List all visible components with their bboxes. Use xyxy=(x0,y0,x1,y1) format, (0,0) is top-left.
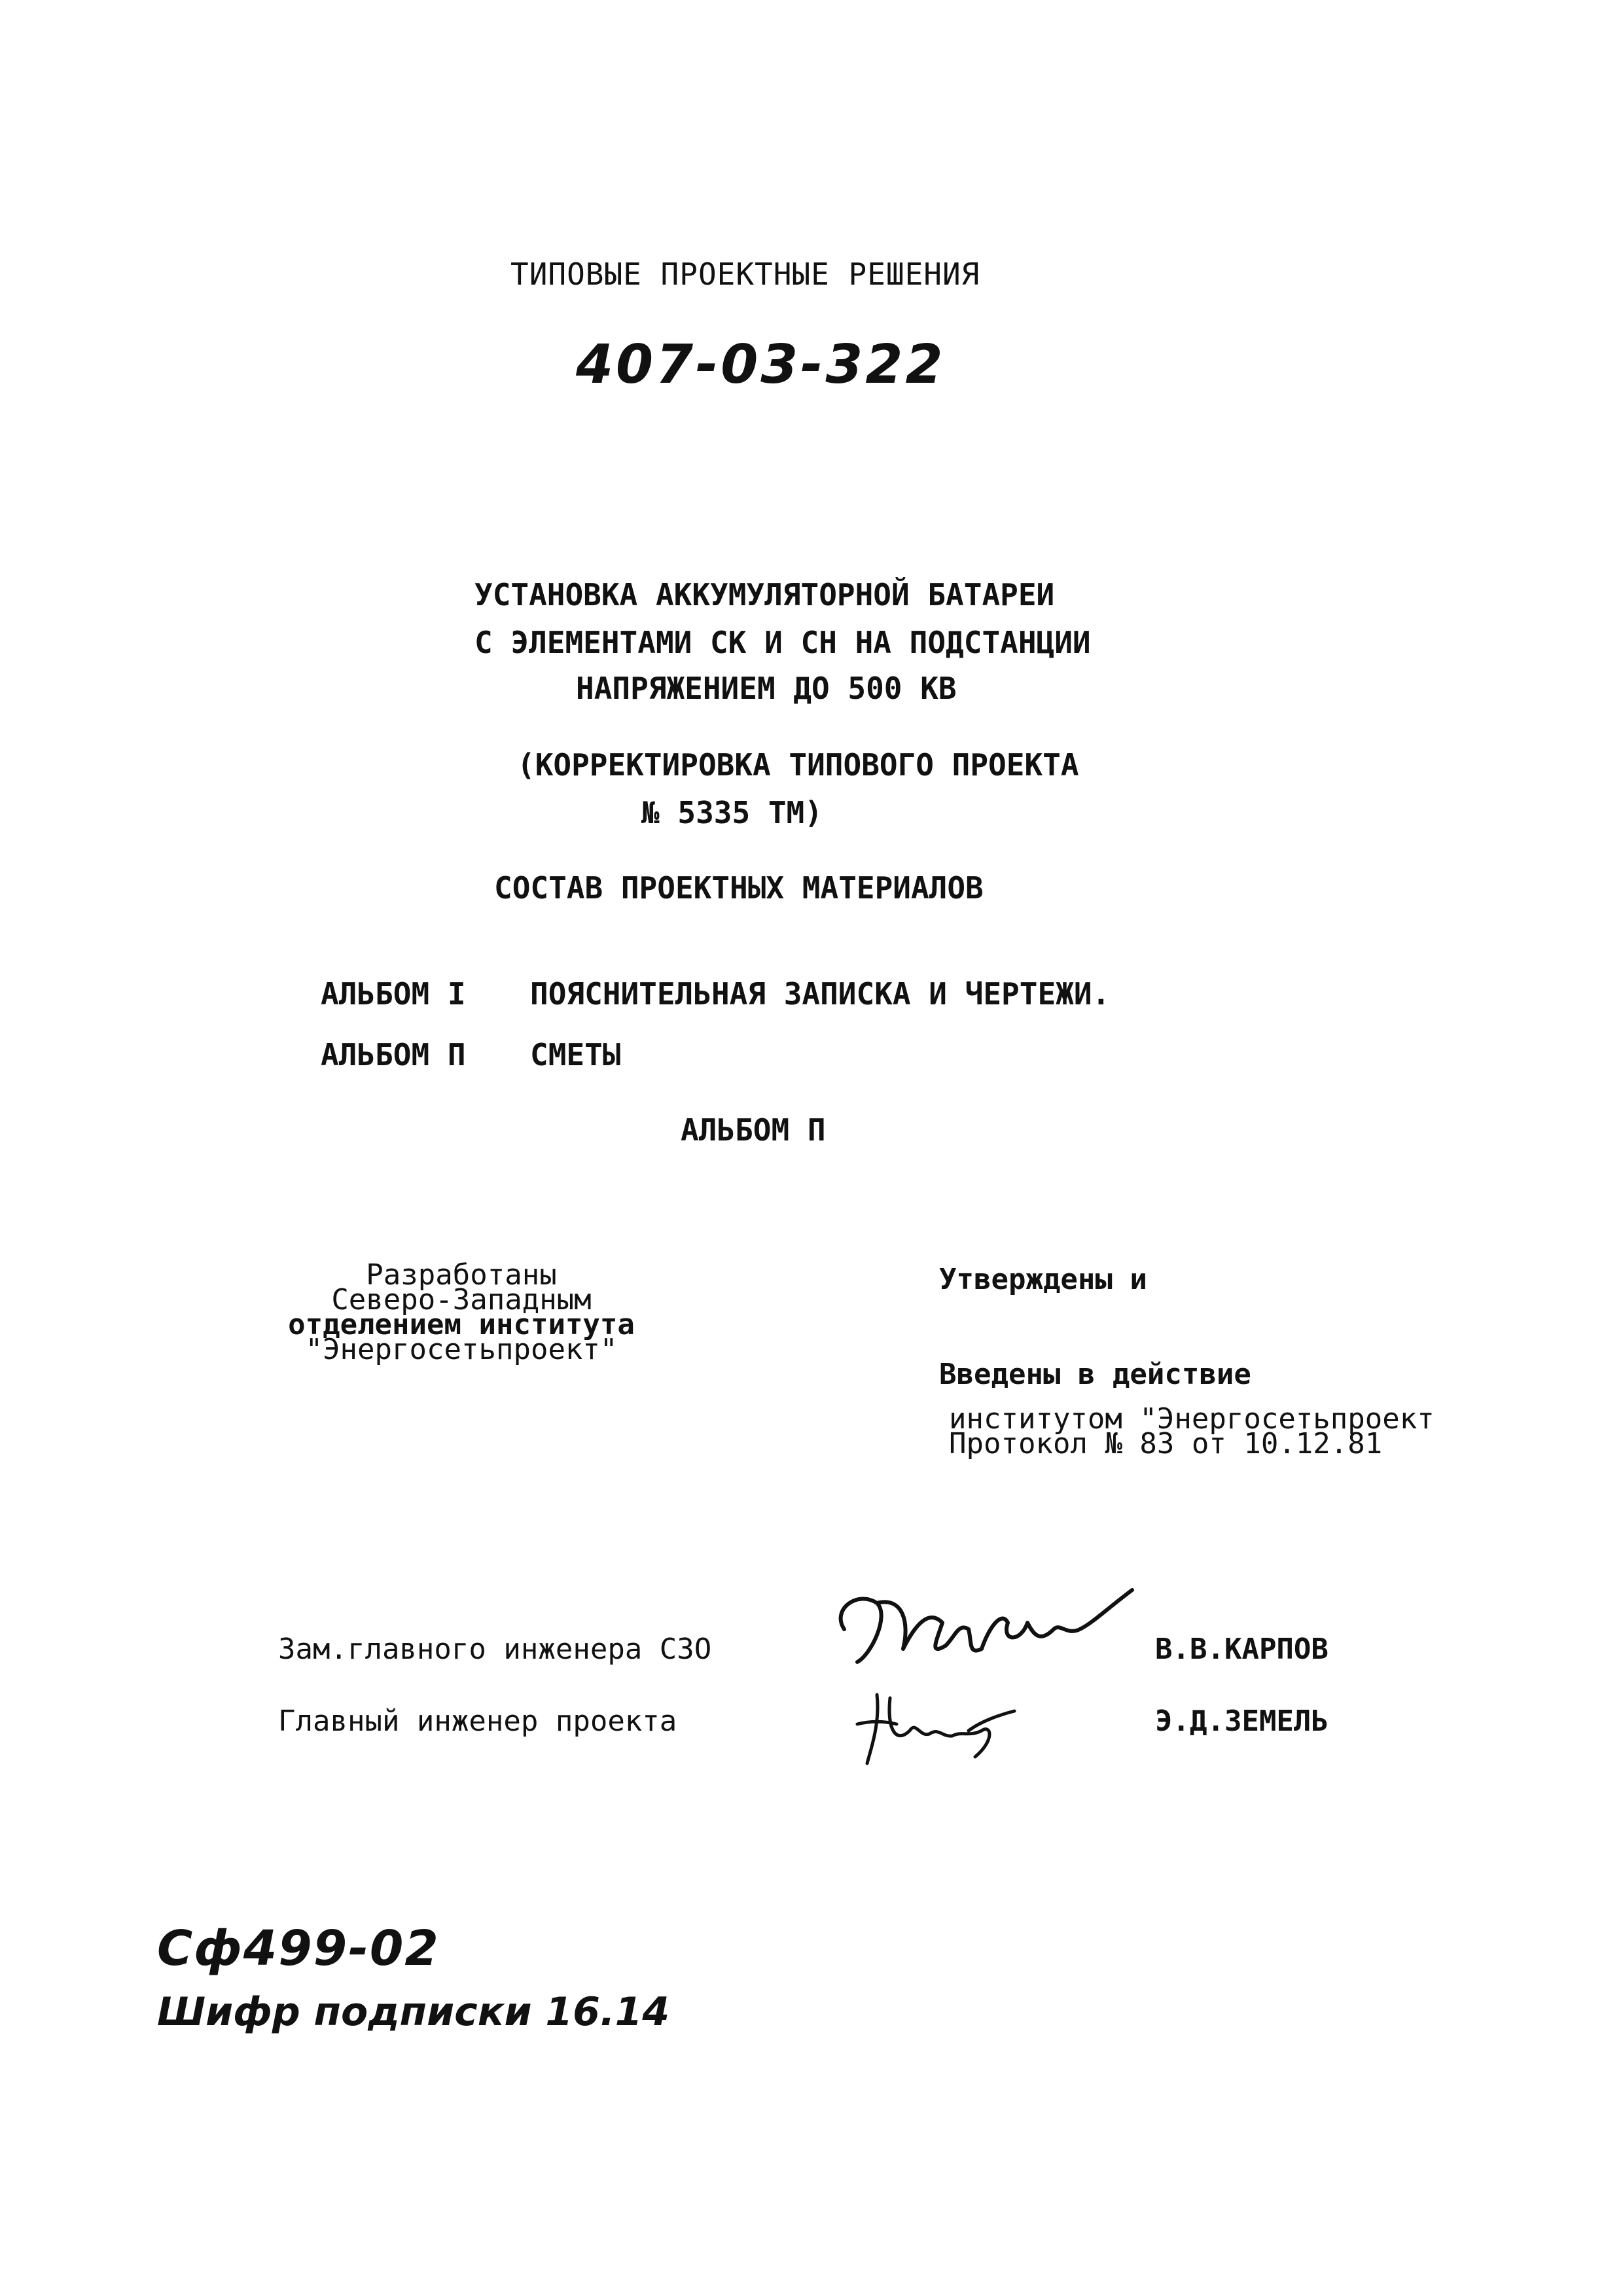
composition-heading: СОСТАВ ПРОЕКТНЫХ МАТЕРИАЛОВ xyxy=(494,870,984,906)
album-2-label: АЛЬБОМ П xyxy=(321,1037,466,1072)
title-line-2: С ЭЛЕМЕНТАМИ СК И СН НА ПОДСТАНЦИИ xyxy=(474,625,1091,660)
handwritten-code: Сф499-02 xyxy=(157,1920,440,1977)
project-code: 407-03-322 xyxy=(576,334,946,396)
developed-block xyxy=(259,1258,664,1366)
handwritten-signature-2 xyxy=(851,1685,1021,1770)
approved-line-2: Введены в действие xyxy=(939,1358,1251,1391)
current-album: АЛЬБОМ П xyxy=(681,1112,826,1148)
approved-line-3: институтом "Энергосетьпроект xyxy=(949,1402,1435,1436)
album-1-label: АЛЬБОМ I xyxy=(321,976,466,1012)
album-2-content: СМЕТЫ xyxy=(530,1037,621,1072)
signature-name-1: В.В.КАРПОВ xyxy=(1155,1633,1329,1666)
series-title: ТИПОВЫЕ ПРОЕКТНЫЕ РЕШЕНИЯ xyxy=(510,256,980,292)
title-line-5: № 5335 ТМ) xyxy=(641,795,823,830)
handwritten-signature-1 xyxy=(831,1583,1145,1682)
title-line-1: УСТАНОВКА АККУМУЛЯТОРНОЙ БАТАРЕИ xyxy=(474,577,1055,612)
developed-line-1: Разработаны xyxy=(366,1258,557,1292)
approved-line-1: Утверждены и xyxy=(939,1263,1147,1296)
signature-role-1: Зам.главного инженера СЗО xyxy=(278,1633,712,1666)
album-1-content: ПОЯСНИТЕЛЬНАЯ ЗАПИСКА И ЧЕРТЕЖИ. xyxy=(530,976,1111,1012)
handwritten-subscription: Шифр подписки 16.14 xyxy=(157,1989,670,2035)
approved-institute-block xyxy=(949,1402,1435,1460)
signature-role-2: Главный инженер проекта xyxy=(278,1704,677,1738)
developed-line-4: "Энергосетьпроект" xyxy=(305,1333,618,1366)
title-line-3: НАПРЯЖЕНИЕМ ДО 500 КВ xyxy=(576,671,957,706)
title-line-4: (КОРРЕКТИРОВКА ТИПОВОГО ПРОЕКТА xyxy=(517,747,1079,783)
signature-name-2: Э.Д.ЗЕМЕЛЬ xyxy=(1155,1704,1329,1738)
developed-line-2: Северо-Западным xyxy=(331,1283,592,1316)
developed-line-3: отделением института xyxy=(288,1308,635,1341)
approved-line-4: Протокол № 83 от 10.12.81 xyxy=(949,1427,1383,1460)
